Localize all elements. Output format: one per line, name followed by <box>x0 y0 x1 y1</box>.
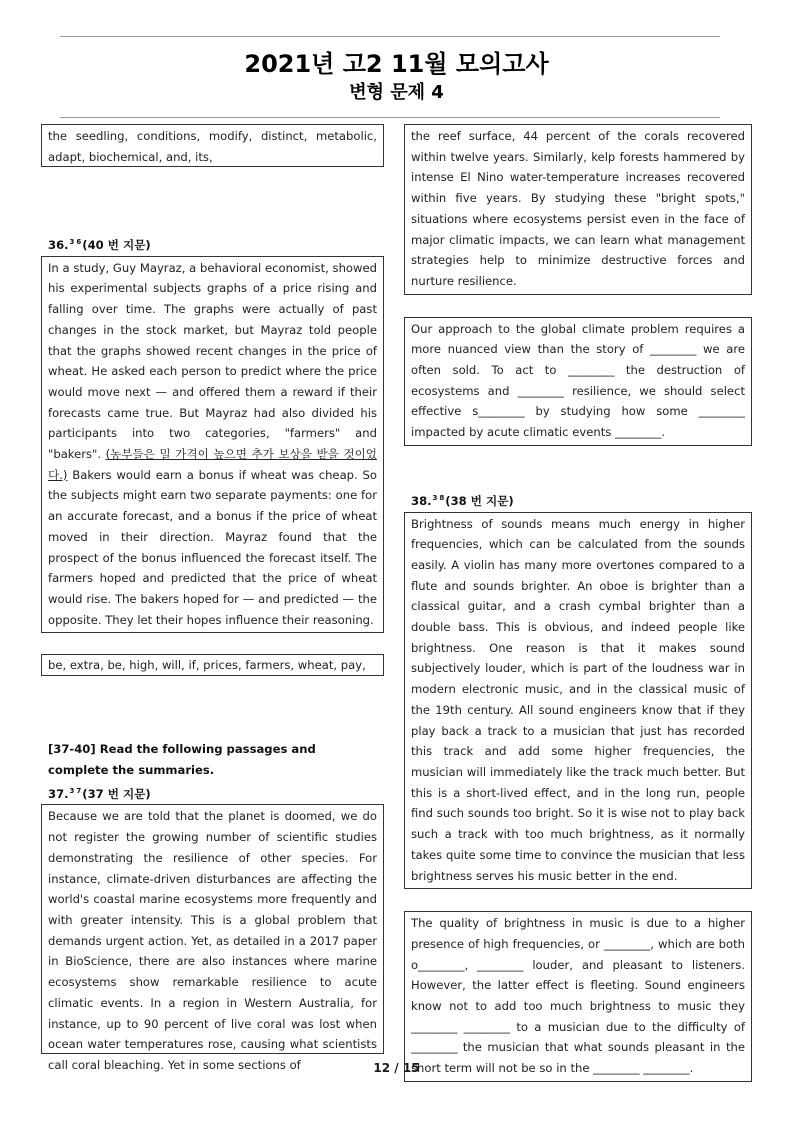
document-title: 2021년 고2 11월 모의고사 <box>244 50 549 78</box>
question-37-label: 37.$^3$ $^7$(37 번 지문) <box>48 786 151 801</box>
word-bank-36-box <box>41 654 384 676</box>
summary-38-text: The quality of brightness in music is due to a higher presence of high frequencies, or ________, which are both o________, ________ louder, and pleasant to listeners. However, the latter effect is fleeting. Sound engineers know not to add too much brightness to music they ________ ________ to a musician due to the difficulty of ________ the musician that what sounds pleasant in the short term will not be so in the ________ ________. <box>411 916 745 1076</box>
page-number: 12 / 15 <box>373 1061 420 1075</box>
word-bank-box <box>41 124 384 167</box>
passage-38-text: Brightness of sounds means much energy in higher frequencies, which can be calculated from the sounds easily. A violin has many more overtones compared to a flute and sounds brighter. An oboe is brighter than a classical guitar, and a crash cymbal brighter than a double bass. This is obvious, and indeed people like brightness. One reason is that it makes sound subjectively louder, which is part of the loudness war in modern electronic music, and in the classical music of the 19th century. All sound engineers know that if they play back a track to a musician that just has recorded this track and add some higher frequencies, the musician will immediately like the track much better. But this is a short-lived effect, and in the long run, people find such sounds too bright. So it is wise not to play back such a track with too much brightness, as it normally takes quite some time to convince the musician that less brightness serves his music better in the end. <box>411 516 745 883</box>
right-column <box>404 124 752 1082</box>
passage-38-box <box>404 512 752 890</box>
passage-37-text-part2: the reef surface, 44 percent of the corals recovered within twelve years. Similarly, kelp forests hammered by intense El Nino water-temperature increases recovered within five years. By studying these "bright spots," situations where ecosystems persist even in the face of major climatic impacts, we can learn what management strategies help to minimize destructive forces and nurture resilience. <box>411 129 745 288</box>
summary-37-box <box>404 317 752 446</box>
passage-37-text-part1: Because we are told that the planet is doomed, we do not register the growing number of scientific studies demonstrating the resilience of other species. For instance, climate-driven disturbances are affecting the world's coastal marine ecosystems more frequently and with greater intensity. This is a global problem that demands urgent action. Yet, as detailed in a 2017 paper in BioScience, there are also instances where marine ecosystems show remarkable resilience to acute climatic events. In a region in Western Australia, for instance, up to 90 percent of live coral was lost when ocean water temperatures rose, causing what scientists call coral bleaching. Yet in some sections of <box>48 809 377 1072</box>
passage-37-box-part1 <box>41 804 384 1072</box>
passage-36-text-after: Bakers would earn a bonus if wheat was cheap. So the subjects might earn two separate payments: one for an accurate forecast, and a bonus if the price of wheat moved in their direction. Mayraz found that the prospect of the bonus influenced the forecast itself. The farmers hoped and predicted that the price of wheat would rise. The bakers hoped for — and predicted — the opposite. They let their hopes influence their reasoning. <box>48 467 377 627</box>
word-bank-text: the seedling, conditions, modify, distinct, metabolic, adapt, biochemical, and, its, <box>48 129 377 164</box>
document-subtitle: 변형 문제 4 <box>349 82 444 103</box>
passage-36-text: In a study, Guy Mayraz, a behavioral economist, showed his experimental subjects graphs of a price rising and falling over time. The graphs were actually of past changes in the stock market, but Mayraz told people that the graphs showed recent changes in the price of wheat. He asked each person to predict where the price would move next — and offered them a reward if their forecasts came true. But Mayraz had also divided his participants into two categories, "farmers" and "bakers". <box>48 260 377 462</box>
header-rule <box>60 117 720 118</box>
top-rule <box>60 36 720 37</box>
left-column <box>41 124 384 1072</box>
passage-36-box <box>41 256 384 634</box>
word-bank-36-text: be, extra, be, high, will, if, prices, farmers, wheat, pay, <box>48 658 366 673</box>
summary-38-box <box>404 911 752 1082</box>
question-36-label: 36.$^3$ $^6$(40 번 지문) <box>48 238 151 252</box>
section-heading: [37-40] Read the following passages and complete the summaries. <box>48 742 316 778</box>
passage-37-box-part2 <box>404 124 752 295</box>
question-38-label: 38.$^3$ $^8$(38 번 지문) <box>411 493 514 508</box>
summary-37-text: Our approach to the global climate problem requires a more nuanced view than the story of ________ we are often sold. To act to ________ the destruction of ecosystems and ________ resilience, we should select effective s________ by studying how some ________ impacted by acute climatic events ________. <box>411 321 745 440</box>
passage-36-underlined: (농부들은 밀 가격이 높으면 추가 보상을 받을 것이었다.) <box>48 447 377 482</box>
